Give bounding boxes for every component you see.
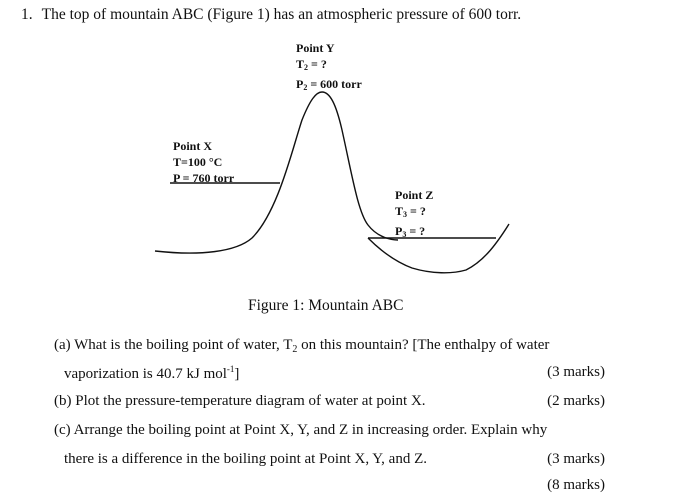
question-text: The top of mountain ABC (Figure 1) has an atmospheric pressure of 600 torr. (41, 6, 522, 23)
point-x-pressure: P = 760 torr (173, 171, 235, 185)
lake-basin (368, 224, 509, 273)
point-y-pressure: $P_2 = 600$ torr (296, 77, 362, 92)
point-x-name: Point X (173, 139, 212, 153)
point-z-temperature: $T_3$ = ? (395, 204, 426, 219)
point-z-label (395, 187, 433, 243)
part-a-line-1: (a) What is the boiling point of water, $T_2$ on this mountain? [The enthalpy of water (54, 337, 550, 355)
part-a-marks: (3 marks) (547, 364, 605, 380)
question-number: 1. (21, 6, 33, 23)
point-z-pressure: $P_3$ = ? (395, 224, 426, 239)
part-c-marks: (3 marks) (547, 451, 605, 467)
part-b-marks: (2 marks) (547, 393, 605, 409)
part-c-line-2: there is a difference in the boiling point at Point X, Y, and Z. (64, 451, 427, 467)
point-x-label (173, 138, 234, 186)
point-y-temperature: $T_2$ = ? (296, 57, 327, 72)
total-marks: (8 marks) (547, 477, 605, 493)
figure-caption: Figure 1: Mountain ABC (248, 297, 404, 314)
part-b-text: (b) Plot the pressure-temperature diagram of water at point X. (54, 393, 426, 409)
part-c-line-1: (c) Arrange the boiling point at Point X, Y, and Z in increasing order. Explain why (54, 422, 548, 438)
point-z-name: Point Z (395, 188, 434, 202)
point-y-label (296, 40, 362, 96)
point-y-name: Point Y (296, 41, 335, 55)
part-a-line-2: vaporization is 40.7 kJ mol$^{-1}$] (64, 364, 240, 382)
point-x-temperature: T=100 °C (173, 155, 223, 169)
